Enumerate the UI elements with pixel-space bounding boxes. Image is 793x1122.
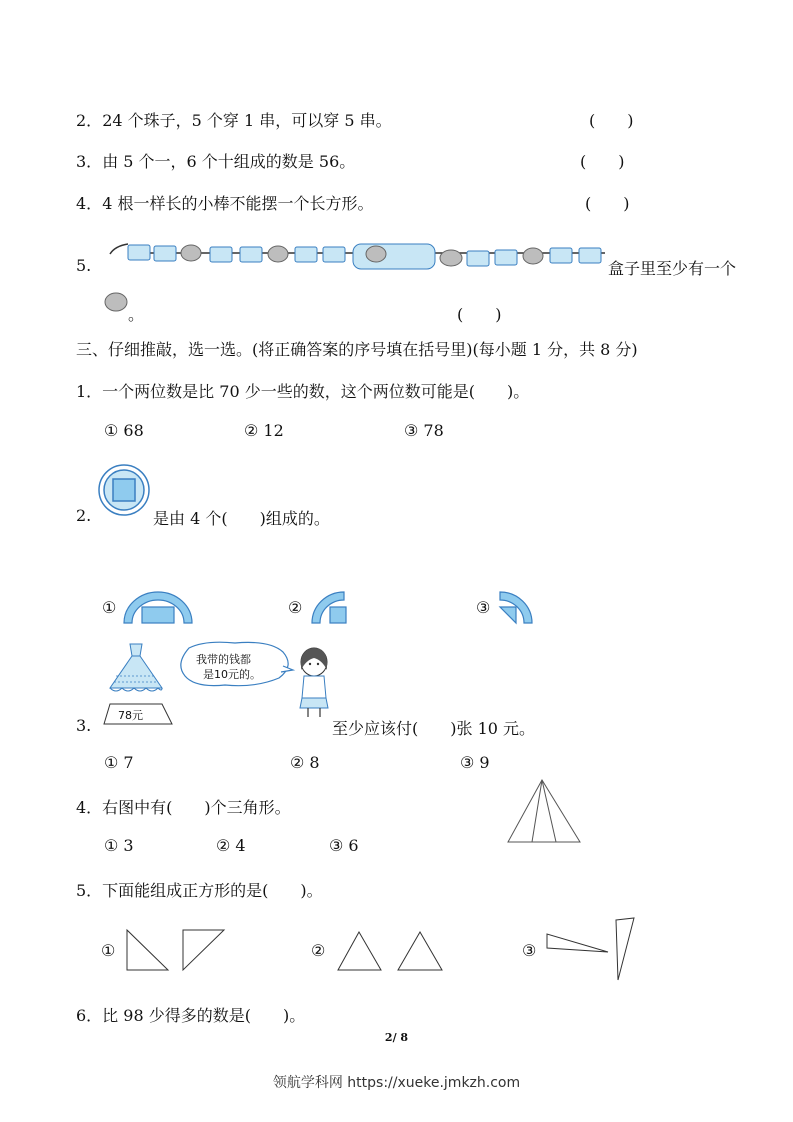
- choice-q3-text: 至少应该付( )张 10 元。: [332, 719, 536, 738]
- answer-paren[interactable]: ( ): [580, 152, 625, 171]
- circle-square-figure: [98, 464, 152, 518]
- q-number: 4．: [76, 194, 103, 213]
- option-1[interactable]: ① 7: [104, 753, 134, 772]
- half-ring-rect-shape: [122, 590, 194, 624]
- answer-paren[interactable]: ( ): [457, 305, 502, 324]
- option-1[interactable]: ①: [101, 941, 116, 960]
- q-number: 2.: [76, 506, 92, 525]
- choice-q2-text: 是由 4 个( )组成的。: [153, 509, 330, 528]
- option-3[interactable]: ③ 78: [404, 421, 444, 440]
- q-number: 3．: [76, 152, 103, 171]
- option-2[interactable]: ② 12: [244, 421, 284, 440]
- q-text: 盒子里至少有一个: [608, 259, 737, 278]
- option-2[interactable]: ② 4: [216, 836, 246, 855]
- option-2[interactable]: ② 8: [290, 753, 320, 772]
- q-number: 3.: [76, 716, 92, 735]
- bubble-line-2: 是10元的。: [203, 668, 261, 681]
- triangle-count-figure: [506, 778, 586, 844]
- q-text: 24 个珠子，5 个穿 1 串，可以穿 5 串。: [102, 111, 392, 130]
- q-text: 由 5 个一，6 个十组成的数是 56。: [102, 152, 356, 171]
- choice-q6: 6．比 98 少得多的数是( )。: [76, 1006, 306, 1025]
- option-3[interactable]: ③: [522, 941, 537, 960]
- option-2[interactable]: ②: [311, 941, 326, 960]
- isosceles-triangles-pair-shape: [334, 928, 446, 974]
- option-3[interactable]: ③: [476, 598, 491, 617]
- bead-string-figure: [100, 236, 600, 276]
- choice-q1: 1．一个两位数是比 70 少一些的数，这个两位数可能是( )。: [76, 382, 530, 401]
- dress-icon: [96, 640, 176, 700]
- bubble-line-1: 我带的钱都: [196, 653, 251, 666]
- gray-bead-icon: [104, 292, 130, 314]
- choice-q4: 4．右图中有( )个三角形。: [76, 798, 291, 817]
- section-title: 三、仔细推敲，选一选。(将正确答案的序号填在括号里)(每小题 1 分，共 8 分): [76, 340, 638, 359]
- option-1[interactable]: ① 3: [104, 836, 134, 855]
- option-1[interactable]: ① 68: [104, 421, 144, 440]
- quarter-ring-square-shape: [310, 590, 350, 624]
- option-3[interactable]: ③ 6: [329, 836, 359, 855]
- answer-paren[interactable]: ( ): [585, 194, 630, 213]
- option-2[interactable]: ②: [288, 598, 303, 617]
- footer-link[interactable]: 领航学科网 https://xueke.jmkzh.com: [272, 1075, 521, 1091]
- q-number: 2．: [76, 111, 103, 130]
- judge-q4: [76, 191, 373, 214]
- choice-q5: 5．下面能组成正方形的是( )。: [76, 881, 323, 900]
- judge-q2: [76, 108, 392, 131]
- judge-q3: [76, 149, 355, 172]
- page-number: 2/ 8: [384, 1031, 409, 1044]
- slim-triangles-pair-shape: [544, 918, 644, 982]
- option-3[interactable]: ③ 9: [460, 753, 490, 772]
- right-triangles-pair-shape: [124, 926, 228, 972]
- q-text: 4 根一样长的小棒不能摆一个长方形。: [102, 194, 374, 213]
- quarter-ring-triangle-shape: [498, 590, 538, 624]
- q-number: 5.: [76, 256, 92, 275]
- girl-icon: [292, 646, 336, 718]
- option-1[interactable]: ①: [102, 598, 117, 617]
- price-label: 78元: [118, 709, 143, 722]
- q-text-end: 。: [128, 305, 145, 324]
- answer-paren[interactable]: ( ): [589, 111, 634, 130]
